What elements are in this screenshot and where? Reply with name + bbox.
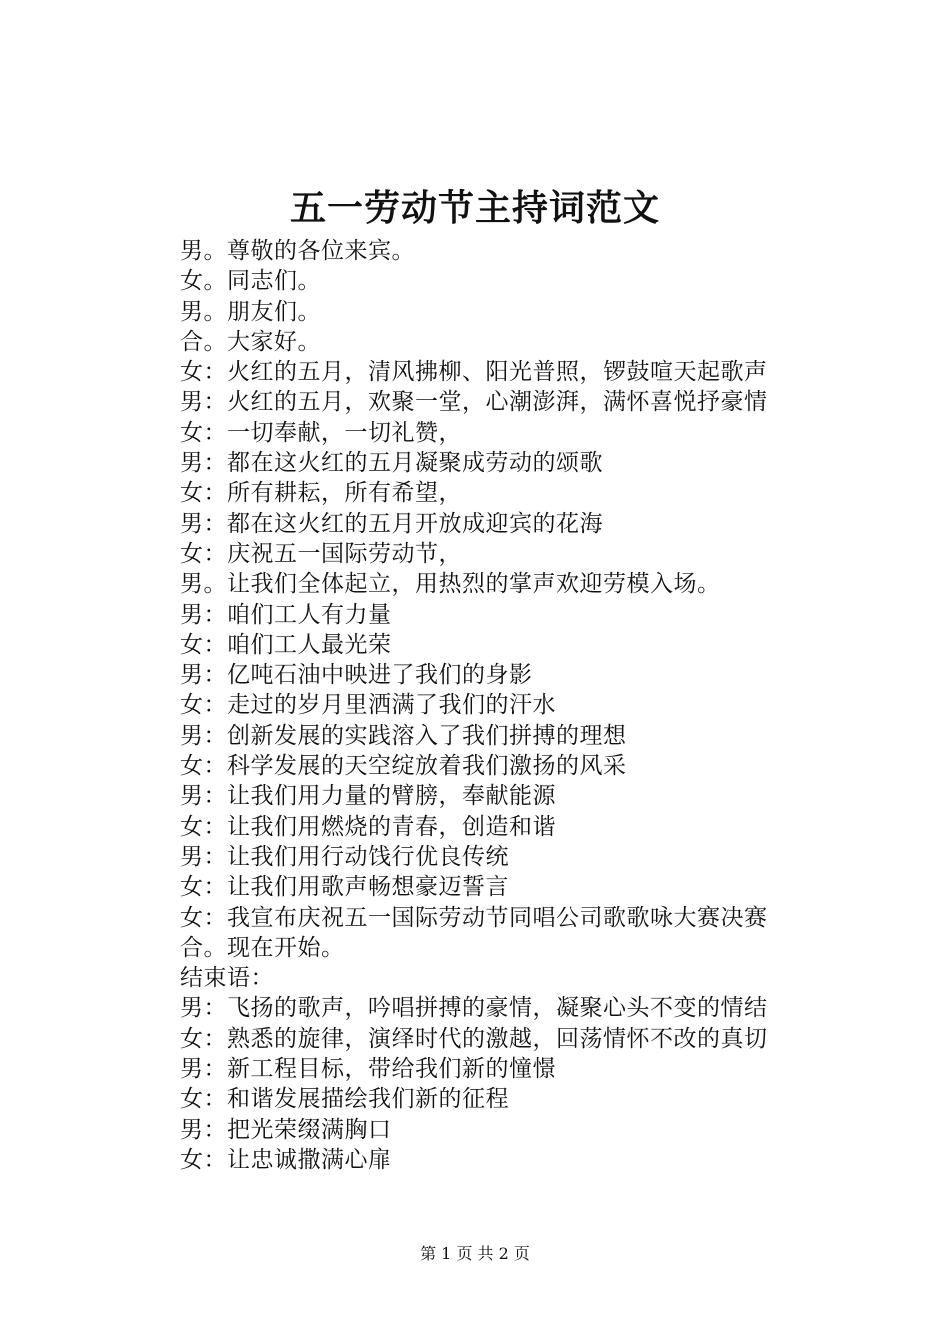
script-line: 男：让我们用力量的臂膀，奉献能源 [180, 783, 556, 810]
page-footer: 第 1 页 共 2 页 [420, 1244, 530, 1263]
script-line: 男：火红的五月，欢聚一堂，心潮澎湃，满怀喜悦抒豪情 [180, 389, 768, 416]
script-line: 男：咱们工人有力量 [180, 601, 392, 628]
script-line: 合。现在开始。 [180, 934, 345, 961]
script-line: 女：我宣布庆祝五一国际劳动节同唱公司歌歌咏大赛决赛 [180, 904, 768, 931]
script-line: 男。尊敬的各位来宾。 [180, 238, 415, 264]
script-line: 女：和谐发展描绘我们新的征程 [180, 1086, 509, 1113]
script-lines [180, 236, 840, 1175]
script-line: 女：火红的五月，清风拂柳、阳光普照，锣鼓喧天起歌声 [180, 359, 768, 386]
script-line: 男：都在这火红的五月凝聚成劳动的颂歌 [180, 450, 603, 477]
script-line: 女：庆祝五一国际劳动节， [180, 540, 462, 567]
script-line: 女：让我们用歌声畅想豪迈誓言 [180, 874, 509, 901]
script-line: 男：都在这火红的五月开放成迎宾的花海 [180, 510, 603, 537]
script-line: 女：科学发展的天空绽放着我们激扬的风采 [180, 753, 627, 780]
script-line: 女：所有耕耘，所有希望， [180, 480, 462, 507]
script-line: 女：一切奉献，一切礼赞， [180, 419, 462, 446]
script-line: 男。朋友们。 [180, 298, 321, 325]
script-line: 男：亿吨石油中映进了我们的身影 [180, 662, 533, 689]
script-line: 女：熟悉的旋律，演绎时代的激越，回荡情怀不改的真切 [180, 1025, 768, 1052]
script-line: 男：新工程目标，带给我们新的憧憬 [180, 1056, 556, 1083]
script-line: 结束语： [180, 965, 274, 992]
script-line: 男。让我们全体起立，用热烈的掌声欢迎劳模入场。 [180, 571, 721, 598]
script-line: 女。同志们。 [180, 268, 321, 295]
script-line: 男：让我们用行动饯行优良传统 [180, 843, 509, 870]
page-title: 五一劳动节主持词范文 [289, 187, 660, 229]
script-line: 女：让我们用燃烧的青春，创造和谐 [180, 813, 556, 840]
script-line: 合。大家好。 [180, 328, 321, 355]
script-line: 男：创新发展的实践溶入了我们拼搏的理想 [180, 722, 627, 749]
script-line: 男：飞扬的歌声，吟唱拼搏的豪情，凝聚心头不变的情结 [180, 995, 768, 1022]
script-line: 男：把光荣缀满胸口 [180, 1116, 392, 1143]
script-line: 女：让忠诚撒满心扉 [180, 1146, 392, 1173]
script-line: 女：咱们工人最光荣 [180, 631, 392, 658]
script-line: 女：走过的岁月里洒满了我们的汗水 [180, 692, 556, 719]
